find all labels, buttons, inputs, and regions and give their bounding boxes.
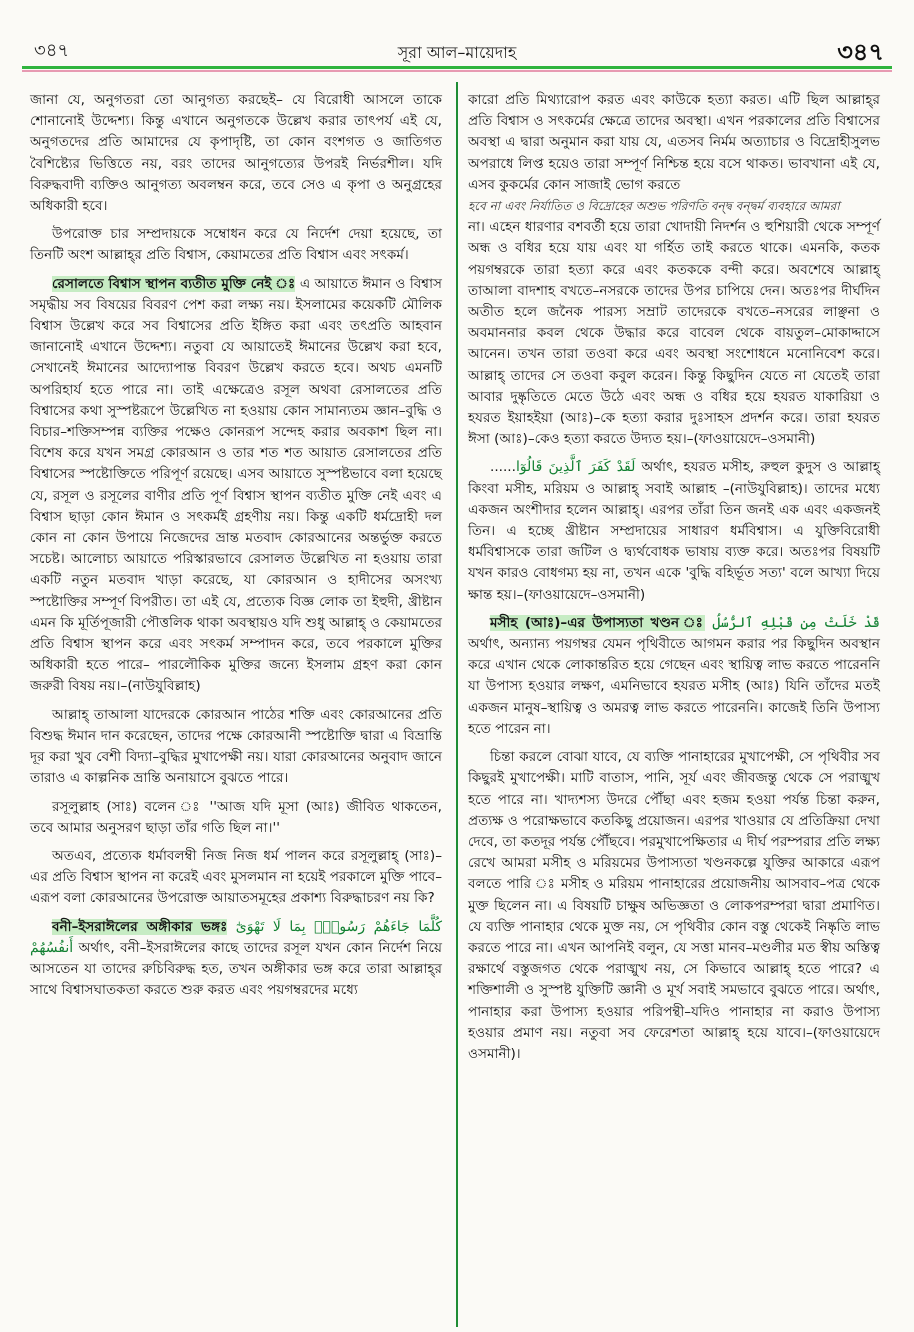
section-heading-masih: মসীহ (আঃ)–এর উপাস্যতা খণ্ডন ঃ — [490, 614, 706, 631]
left-paragraph-7-text: অর্থাৎ, বনী–ইসরাঈলের কাছে তাদের রসূল যখন কোন নির্দেশ নিয়ে আসতেন যা তাদের রুচিবিরুদ্ধ হত, তখন অঙ্গীকার ভঙ্গ করে তারা আল্লাহ্‌র সাথে বিশ্বাসঘাতকতা করতে শুরু করত এবং পয়গম্বরদের মধ্যে — [30, 939, 442, 999]
left-paragraph-5: রসূলুল্লাহ (সাঃ) বলেন ঃ ''আজ যদি মূসা (আঃ) জীবিত থাকতেন, তবে আমার অনুসরণ ছাড়া তাঁর গতি ছিল না।'' — [30, 798, 442, 836]
right-paragraph-4: চিন্তা করলে বোঝা যাবে, যে ব্যক্তি পানাহারের মুখাপেক্ষী, সে পৃথিবীর সব কিছুরই মুখাপেক্ষী। মাটি বাতাস, পানি, সূর্য এবং জীবজন্তু থেকে সে পরাঙ্মুখ হতে পারে না। খাদ্যশস্য উদরে পৌঁছা এবং হজম হওয়া পর্যন্ত চিন্তা করুন, প্রত্যক্ষ ও পরোক্ষভাবে কতকিছু প্রয়োজন। এরপর খাওয়ার যে প্রতিক্রিয়া দেখা দেবে, তা কতদূর পর্যন্ত পৌঁছবে। পরমুখাপেক্ষিতার এ দীর্ঘ পরম্পরার প্রতি লক্ষ্য রেখে আমরা মসীহ ও মরিয়মের উপাস্যতা খণ্ডনকল্পে যুক্তির আকারে এরূপ বলতে পারি ঃ মসীহ ও মরিয়ম পানাহারের প্রয়োজনীয় আসবাব–পত্র থেকে মুক্ত ছিলেন না। এ বিষয়টি চাক্ষুষ অভিজ্ঞতা ও লোকপরম্পরা দ্বারা প্রমাণিত। যে ব্যক্তি পানাহার থেকে মুক্ত নয়, সে পৃথিবীর কোন বস্তু থেকেই নিষ্কৃতি লাভ করতে পারে না। এখন আপনিই বলুন, যে সত্তা মানব–মণ্ডলীর মত স্বীয় অস্তিত্ব রক্ষার্থে বস্তুজগত থেকে পরাঙ্মুখ নয়, সে কিভাবে আল্লাহ্‌ হতে পারে? এ শক্তিশালী ও সুস্পষ্ট যুক্তিটি জ্ঞানী ও মূর্খ সবাই সমভাবে বুঝতে পারে। অর্থাৎ, পানাহার করা উপাস্য হওয়ার পরিপন্থী–যদিও পানাহার না করাও উপাস্য হওয়ার প্রমাণ নয়। নতুবা সব ফেরেশতা আল্লাহ্‌ হয়ে যাবে।–(ফাওয়ায়েদে ওসমানী)। — [468, 749, 880, 1062]
header-rule-green — [22, 66, 892, 69]
page-number-right: ৩৪৭ — [837, 37, 884, 66]
left-column — [30, 90, 442, 1008]
dots: ...... — [490, 459, 516, 476]
right-paragraph-3 — [468, 613, 880, 740]
left-paragraph-7 — [30, 917, 442, 1002]
right-column — [468, 90, 880, 1072]
page-header — [0, 0, 914, 80]
right-paragraph-1a: কারো প্রতি মিথ্যারোপ করত এবং কাউকে হত্যা করত। এটি ছিল আল্লাহ্‌র প্রতি বিশ্বাস ও সৎকর্মের ক্ষেত্রে তাদের অবস্থা। এখন পরকালের প্রতি বিশ্বাসের অবস্থা এ দ্বারা অনুমান করা যায় যে, এতসব নির্মম অত্যাচার ও বিদ্রোহীসুলভ অপরাধে লিপ্ত হয়েও তারা সম্পূর্ণ নিশ্চিন্ত হয়ে বসে থাকত। ভাবখানা এই যে, এসব কুকর্মের কোন সাজাই ভোগ করতে — [468, 92, 880, 193]
left-paragraph-4: আল্লাহ্‌ তাআলা যাদেরকে কোরআন পাঠের শক্তি এবং কোরআনের প্রতি বিশুদ্ধ ঈমান দান করেছেন, তাদের পক্ষে কোরআনী স্পষ্টোক্তি দ্বারা এ বিভ্রান্তি দূর করা খুব বেশী বিদ্যা–বুদ্ধির মুখাপেক্ষী নয়। যারা কোরআনের অনুবাদ জানে তারাও এ কাল্পনিক ভ্রান্তি অনায়াসে বুঝতে পারে। — [30, 706, 442, 787]
section-heading-bani-israel: বনী–ইসরাঈলের অঙ্গীকার ভঙ্গঃ — [52, 918, 228, 935]
right-paragraph-3-text: অর্থাৎ, অন্যান্য পয়গম্বর যেমন পৃথিবীতে আগমন করার পর কিছুদিন অবস্থান করে এখান থেকে লোকান্তরিত হয়ে গেছেন এবং স্থায়িত্ব লাভ করতে পারেননি যা উপাস্য হওয়ার লক্ষণ, এমনিভাবে হযরত মসীহ (আঃ) যিনি তাঁদের মতই একজন মানুষ–স্থায়িত্ব ও অমরত্ব লাভ করতে পারেননি। কাজেই তিনি উপাস্য হতে পারেন না। — [468, 636, 880, 737]
left-paragraph-1: জানা যে, অনুগতরা তো আনুগত্য করছেই– যে বিরোধী আসলে তাকে শোনানোই উদ্দেশ্য। কিন্তু এখানে অনুগতকে উল্লেখ করার তাৎপর্য এই যে, অনুগতদের প্রতি আমাদের যে কৃপাদৃষ্টি, তা কোন বংশগত ও জাতিগত বৈশিষ্ট্যের ভিত্তিতে নয়, বরং তাদের আনুগত্যের উপরই নির্ভরশীল। যদি বিরুদ্ধবাদী ব্যক্তিও আনুগত্য অবলম্বন করে, তবে সেও এ কৃপা ও অনুগ্রহের অধিকারী হবে। — [30, 92, 442, 215]
right-paragraph-2-text: অর্থাৎ, হযরত মসীহ, রুহুল কুদুস ও আল্লাহ্‌ কিংবা মসীহ, মরিয়ম ও আল্লাহ্‌ সবাই আল্লাহ –(নাউযুবিল্লাহ)। তাদের মধ্যে একজন অংশীদার হলেন আল্লাহ্‌। এরপর তাঁরা তিন জনই এক এবং একজনই তিন। এ হচ্ছে খ্রীষ্টান সম্প্রদায়ের সাধারণ ধর্মবিশ্বাস। এ যুক্তিবিরোধী ধর্মবিশ্বাসকে তারা জটিল ও দ্ব্যর্থবোধক ভাষায় ব্যক্ত করে। অতঃপর বিষয়টি যখন কারও বোধগম্য হয় না, তখন একে 'বুদ্ধি বহির্ভূত সত্য' বলে আখ্যা দিয়ে ক্ষান্ত হয়।–(ফাওয়ায়েদে–ওসমানী) — [468, 459, 880, 603]
header-rule-pink — [22, 70, 892, 72]
surah-title: সূরা আল–মায়েদাহ — [397, 43, 517, 62]
left-paragraph-3-text: এ আয়াতে ঈমান ও বিশ্বাস সমৃদ্ধীয় সব বিষয়ের বিবরণ পেশ করা লক্ষ্য নয়। ইসলামের কয়েকটি মৌলিক বিশ্বাস উল্লেখ করে সব বিশ্বাসের প্রতি ইঙ্গিত করা এবং তৎপ্রতি আহবান জানানোই এখানে উদ্দেশ্য। নতুবা যে আয়াতেই ঈমানের উল্লেখ করা হবে, সেখানেই ঈমানের আদ্যোপান্ত বিবরণ উল্লেখ করতে হবে। অথচ এমনটি অপরিহার্য হতে পারে না। তাই এক্ষেত্রেও রসূল অথবা রেসালতের প্রতি বিশ্বাসের কথা সুস্পষ্টরূপে উল্লেখিত না হওয়ায় কোন সামান্যতম জ্ঞান–বুদ্ধি ও বিচার–শক্তিসম্পন্ন ব্যক্তির পক্ষেও কোনরূপ সন্দেহ করার অবকাশ ছিল না। বিশেষ করে যখন সমগ্র কোরআন ও তার শত শত আয়াত রেসালতের প্রতি বিশ্বাসের স্পষ্টোক্তিতে পরিপূর্ণ রয়েছে। এসব আয়াতে সুস্পষ্টভাবে বলা হয়েছে যে, রসূল ও রসূলের বাণীর প্রতি পূর্ণ বিশ্বাস স্থাপন ব্যতীত মুক্তি নেই এবং এ বিশ্বাস ছাড়া কোন ঈমান ও সৎকর্মই গ্রহণীয় নয়। কিন্তু একটি ধর্মদ্রোহী দল কোন না কোন উপায়ে নিজেদের ভ্রান্ত মতবাদ কোরআনের অন্তর্ভুক্ত করতে সচেষ্ট। আলোচ্য আয়াতে পরিস্কারভাবে রেসালত উল্লেখিত না হওয়ায় তারা একটি নতুন মতবাদ খাড়া করেছে, যা কোরআন ও হাদীসের অসংখ্য স্পষ্টোক্তির সম্পূর্ণ বিপরীত। তা এই যে, প্রত্যেক বিজ্ঞ লোক তা ইহুদী, খ্রীষ্টান এমন কি মূর্তিপূজারী পৌত্তলিক থাকা অবস্থায়ও যদি শুধু আল্লাহ্‌ ও কেয়ামতের প্রতি বিশ্বাস স্থাপন করে এবং সৎকর্ম সম্পাদন করে, তবে পরকালে মুক্তির অধিকারী হতে পারে– পারলৌকিক মুক্তির জন্যে ইসলাম গ্রহণ করা কোন জরুরী বিষয় নয়।–(নাউযুবিল্লাহ) — [30, 275, 442, 695]
handwritten-annotation: হবে না এবং নিৰ্যাতিত ও বিদ্রোহের অশুভ পরিণতি বন্দ্ব বন্দ্বর্ম ব্যবহারে আমরা — [468, 199, 840, 214]
column-divider — [456, 82, 458, 1327]
arabic-verse-laqad-kafara: لَقَدْ كَفَرَ ٱلَّذِينَ قَالُوٓا — [515, 459, 636, 476]
left-paragraph-3 — [30, 274, 442, 698]
arabic-verse-kullama: كُلَّمَا جَاءَهُمْ رَسُولٌۢ بِمَا لَا تَهْوَىٰٓ أَنفُسُهُمْ — [30, 918, 442, 956]
page-number-left: ৩৪৭ — [34, 40, 70, 61]
left-paragraph-2: উপরোক্ত চার সম্প্রদায়কে সম্বোধন করে যে নির্দেশ দেয়া হয়েছে, তা তিনটি অংশ আল্লাহ্‌র প্রতি বিশ্বাস, কেয়ামতের প্রতি বিশ্বাস এবং সৎকর্ম। — [30, 226, 442, 264]
right-paragraph-1b: না। এহেন ধারণার বশবর্তী হয়ে তারা খোদায়ী নিদর্শন ও হুশিয়ারী থেকে সম্পূর্ণ অন্ধ ও বধির হয়ে যায় এবং যা গর্হিত তাই করতে থাকে। এমনকি, কতক পয়গম্বরকে তারা হত্যা করে এবং কতককে বন্দী করে। অবশেষে আল্লাহ্‌ তাআলা বাদশাহ বখতে–নসরকে তাদের উপর চাপিয়ে দেন। অতঃপর দীর্ঘদিন অতীত হলে জনৈক পারস্য সম্রাট তাদেরকে বখতে–নসরের লাঞ্ছনা ও অবমাননার কবল থেকে উদ্ধার করে বাবেল থেকে বায়তুল–মোকাদ্দাসে আনেন। তখন তারা তওবা করে এবং অবস্থা সংশোধনে মনোনিবেশ করে। আল্লাহ্‌ তাদের সে তওবা কবুল করেন। কিন্তু কিছুদিন যেতে না যেতেই তারা আবার দুষ্কৃতিতে মেতে উঠে এবং অন্ধ ও বধির হয়ে হযরত যাকারিয়া ও হযরত ইয়াহইয়া (আঃ)–কে হত্যা করার দুঃসাহস প্রদর্শন করে। তারা হযরত ঈসা (আঃ)–কেও হত্যা করতে উদ্যত হয়।–(ফাওয়ায়েদে–ওসমানী) — [468, 219, 880, 448]
right-paragraph-2 — [468, 457, 880, 605]
left-paragraph-6: অতএব, প্রত্যেক ধর্মাবলম্বী নিজ নিজ ধর্ম পালন করে রসূলুল্লাহ্‌ (সাঃ)–এর প্রতি বিশ্বাস স্থাপন না করেই এবং মুসলমান না হয়েই পরকালে মুক্তি পাবে–এরূপ বলা কোরআনের উপরোক্ত আয়াতসমূহের প্রকাশ্য বিরুদ্ধাচরণ নয় কি? — [30, 847, 442, 907]
arabic-verse-qad-khalat: قَدْ خَلَتْ مِن قَبْلِهِ ٱلرُّسُلُ — [712, 614, 880, 631]
section-heading-risalat: রেসালতে বিশ্বাস স্থাপন ব্যতীত মুক্তি নেই ঃ — [52, 275, 296, 292]
right-paragraph-1 — [468, 90, 880, 450]
